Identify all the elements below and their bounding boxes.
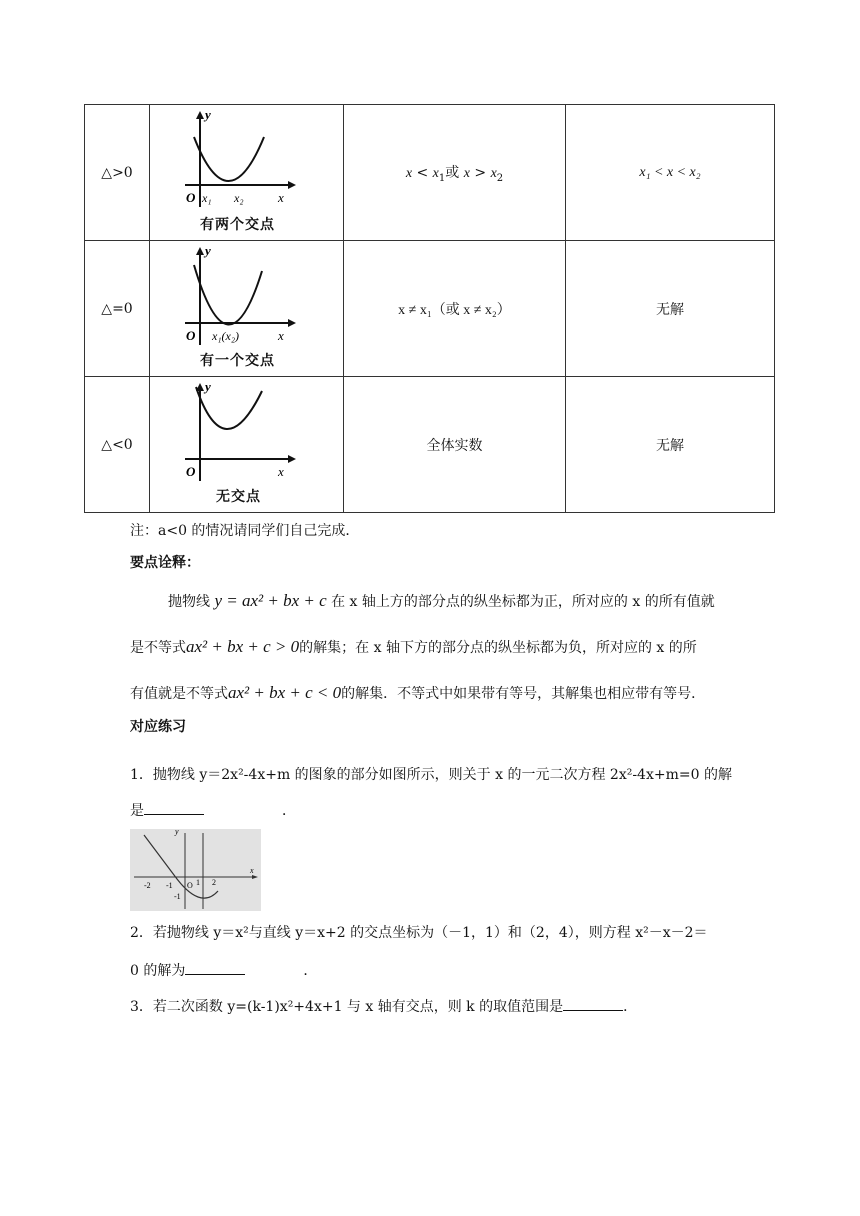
- svg-text:x: x: [278, 328, 284, 343]
- graph-cell: [150, 377, 344, 513]
- no-intersection-graph: [180, 379, 300, 484]
- y-axis-label: y: [175, 829, 179, 836]
- svg-text:x₁: x₁: [202, 191, 212, 205]
- note: 注：a<0 的情况请同学们自己完成．: [130, 523, 360, 539]
- question-3: 3．若二次函数 y=(k-1)x²+4x+1 与 x 轴有交点，则 k 的取值范围是 ．: [130, 999, 638, 1015]
- table-row: [85, 377, 775, 513]
- tick-label: -2: [144, 881, 151, 890]
- x-axis-label: x: [250, 866, 254, 875]
- negative-solution-cell: 无解: [566, 241, 775, 377]
- tick-label: -1: [174, 892, 181, 901]
- keypoint-line-1: 抛物线 y = ax² + bx + c 在 x 轴上方的部分点的纵坐标都为正，所对应的 x 的所有值就: [168, 591, 715, 610]
- delta-cell: △<0: [85, 377, 150, 513]
- keypoint-line-3: 有值就是不等式ax² + bx + c < 0的解集．不等式中如果带有等号，其解集也相应带有等号．: [130, 683, 706, 702]
- question-1-line-2: 是 ．: [130, 803, 296, 819]
- svg-text:y: y: [205, 107, 211, 122]
- table-row: [85, 105, 775, 241]
- negative-solution-cell: x₁ < x < x₂: [566, 105, 775, 241]
- discriminant-table: [84, 104, 775, 513]
- svg-text:y: y: [205, 243, 211, 258]
- table-row: [85, 241, 775, 377]
- tick-label: O: [187, 881, 193, 890]
- tick-label: 2: [212, 878, 216, 887]
- svg-text:O: O: [186, 328, 196, 343]
- tick-label: 1: [196, 878, 200, 887]
- svg-text:x: x: [278, 464, 284, 479]
- tick-label: -1: [166, 881, 173, 890]
- two-intersections-graph: [180, 107, 300, 212]
- positive-solution-cell: 全体实数: [344, 377, 566, 513]
- graph-caption: 有一个交点: [200, 353, 275, 369]
- positive-solution-cell: $x < x_1$或 $x > x_2$: [344, 105, 566, 241]
- svg-text:y: y: [205, 379, 211, 394]
- question-2-line-2: 0 的解为 ．: [130, 963, 318, 979]
- negative-solution-cell: 无解: [566, 377, 775, 513]
- one-intersection-graph: [180, 243, 300, 348]
- svg-text:x₁(x₂): x₁(x₂): [212, 329, 239, 343]
- graph-cell: [150, 241, 344, 377]
- positive-solution-cell: x ≠ x₁（或 x ≠ x₂）: [344, 241, 566, 377]
- answer-blank[interactable]: [185, 962, 245, 975]
- keypoint-title: 要点诠释：: [130, 555, 200, 571]
- graph-cell: [150, 105, 344, 241]
- question-1-graph: [130, 829, 261, 911]
- practice-title: 对应练习: [130, 719, 186, 735]
- question-2-line-1: 2．若抛物线 y＝x²与直线 y＝x+2 的交点坐标为（－1，1）和（2，4），则方程 x²－x－2＝: [130, 925, 708, 941]
- graph-caption: 有两个交点: [200, 217, 275, 233]
- answer-blank[interactable]: [144, 802, 204, 815]
- svg-text:x: x: [278, 190, 284, 205]
- svg-text:O: O: [186, 464, 196, 479]
- svg-text:O: O: [186, 190, 196, 205]
- graph-caption: 无交点: [216, 489, 261, 505]
- keypoint-line-2: 是不等式ax² + bx + c > 0的解集；在 x 轴下方的部分点的纵坐标都为负，所对应的 x 的所: [130, 637, 697, 656]
- answer-blank[interactable]: [563, 998, 623, 1011]
- question-1-line-1: 1．抛物线 y＝2x²-4x+m 的图象的部分如图所示，则关于 x 的一元二次方程 2x²-4x+m=0 的解: [130, 767, 732, 783]
- delta-cell: △>0: [85, 105, 150, 241]
- delta-cell: △=0: [85, 241, 150, 377]
- svg-text:x₂: x₂: [234, 191, 244, 205]
